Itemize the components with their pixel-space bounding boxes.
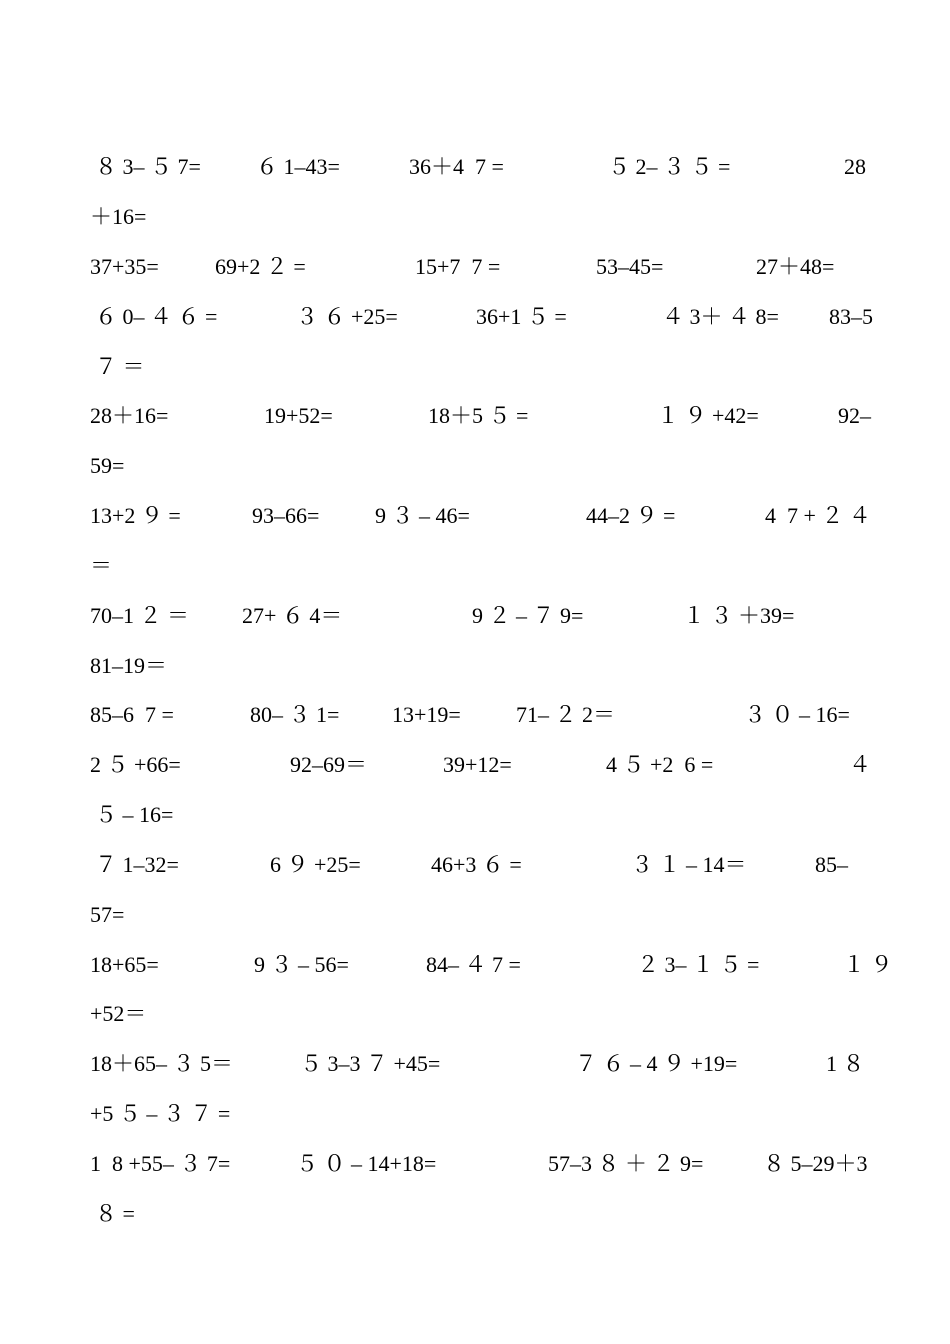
problem-line bbox=[0, 1097, 950, 1131]
problem-line bbox=[0, 350, 950, 384]
problem-11-1: 18＋65– ３ 5＝ bbox=[90, 1051, 234, 1076]
problem-8-2: 92–69＝ bbox=[290, 752, 368, 777]
problem-10-2: 9 ３ – 56= bbox=[254, 952, 349, 977]
problem-4-5-part-2: 59= bbox=[90, 453, 125, 478]
problem-7-1: 85–6 7 = bbox=[90, 702, 174, 727]
problem-2-1: 37+35= bbox=[90, 254, 159, 279]
problem-4-4: １ ９ +42= bbox=[657, 403, 759, 428]
problem-7-4: 71– ２ 2＝ bbox=[516, 702, 616, 727]
problem-7-3: 13+19= bbox=[392, 702, 461, 727]
problem-3-3: 36+1 ５ = bbox=[476, 304, 567, 329]
problem-line bbox=[0, 748, 950, 782]
problem-10-1: 18+65= bbox=[90, 952, 159, 977]
problem-9-5-part-1: 85– bbox=[815, 852, 848, 877]
problem-6-5: 81–19＝ bbox=[90, 653, 168, 678]
problem-2-5: 27＋48= bbox=[756, 254, 835, 279]
problem-8-1: 2 ５ +66= bbox=[90, 752, 181, 777]
problem-2-2: 69+2 ２ = bbox=[215, 254, 306, 279]
problem-9-1: ７ 1–32= bbox=[95, 852, 179, 877]
problem-10-3: 84– ４ 7 = bbox=[426, 952, 521, 977]
problem-12-3: 57–3 ８ ＋ ２ 9= bbox=[548, 1151, 704, 1176]
problem-line bbox=[0, 150, 950, 184]
problem-8-5-part-2: ５ – 16= bbox=[95, 802, 174, 827]
problem-11-4-part-2: +5 ５ – ３ ７ = bbox=[90, 1101, 231, 1126]
problem-line bbox=[0, 948, 950, 982]
problem-line bbox=[0, 200, 950, 234]
problem-5-3: 9 ３ – 46= bbox=[375, 503, 470, 528]
problem-line bbox=[0, 798, 950, 832]
problem-line bbox=[0, 300, 950, 334]
problem-3-2: ３ ６ +25= bbox=[296, 304, 398, 329]
problem-9-2: 6 ９ +25= bbox=[270, 852, 361, 877]
problem-12-1: 1 8 +55– ３ 7= bbox=[90, 1151, 231, 1176]
problem-5-2: 93–66= bbox=[252, 503, 320, 528]
problem-2-4: 53–45= bbox=[596, 254, 664, 279]
problem-line bbox=[0, 698, 950, 732]
problem-line bbox=[0, 399, 950, 433]
problem-1-2: ６ 1–43= bbox=[256, 154, 340, 179]
problem-line bbox=[0, 1197, 950, 1231]
problem-line bbox=[0, 898, 950, 932]
problem-8-5-part-1: ４ bbox=[849, 752, 872, 777]
problem-6-1: 70–1 ２ ＝ bbox=[90, 603, 190, 628]
problem-5-1: 13+2 ９ = bbox=[90, 503, 181, 528]
problem-1-5-part-1: 28 bbox=[844, 154, 866, 179]
problem-line bbox=[0, 599, 950, 633]
problem-1-3: 36＋4 7 = bbox=[409, 154, 504, 179]
problem-5-4: 44–2 ９ = bbox=[586, 503, 676, 528]
problem-line bbox=[0, 1147, 950, 1181]
problem-7-5: ３ ０ – 16= bbox=[744, 702, 850, 727]
problem-line bbox=[0, 449, 950, 483]
problem-1-5-part-2: ＋16= bbox=[90, 204, 147, 229]
problem-4-3: 18＋5 ５ = bbox=[428, 403, 529, 428]
problem-3-5-part-1: 83–5 bbox=[829, 304, 873, 329]
problem-4-5-part-1: 92– bbox=[838, 403, 871, 428]
problem-line bbox=[0, 848, 950, 882]
problem-10-5-part-2: +52＝ bbox=[90, 1001, 147, 1026]
problem-4-2: 19+52= bbox=[264, 403, 333, 428]
problem-2-3: 15+7 7 = bbox=[415, 254, 501, 279]
problem-1-4: ５ 2– ３ ５ = bbox=[608, 154, 731, 179]
problem-line bbox=[0, 997, 950, 1031]
problem-8-3: 39+12= bbox=[443, 752, 512, 777]
problem-9-3: 46+3 ６ = bbox=[431, 852, 522, 877]
problem-12-4-part-1: ８ 5–29＋3 bbox=[763, 1151, 868, 1176]
problem-4-1: 28＋16= bbox=[90, 403, 169, 428]
problem-3-1: ６ 0– ４ ６ = bbox=[95, 304, 218, 329]
problem-3-4: ４ 3＋ ４ 8= bbox=[662, 304, 779, 329]
problem-3-5-part-2: ７ ＝ bbox=[95, 354, 145, 379]
problem-line bbox=[0, 499, 950, 533]
problem-12-2: ５ ０ – 14+18= bbox=[296, 1151, 437, 1176]
problem-line bbox=[0, 1047, 950, 1081]
problem-6-2: 27+ ６ 4＝ bbox=[242, 603, 343, 628]
problem-10-5-part-1: １ ９ bbox=[843, 952, 893, 977]
problem-11-3: ７ ６ – 4 ９ +19= bbox=[575, 1051, 738, 1076]
problem-9-5-part-2: 57= bbox=[90, 902, 125, 927]
problem-11-2: ５ 3–3 ７ +45= bbox=[300, 1051, 441, 1076]
problem-5-5-part-2: ＝ bbox=[90, 553, 113, 578]
problem-12-4-part-2: ８ = bbox=[95, 1201, 135, 1226]
problem-line bbox=[0, 250, 950, 284]
problem-6-4: １ ３ ＋39= bbox=[683, 603, 795, 628]
problem-1-1: ８ 3– ５ 7= bbox=[95, 154, 201, 179]
problem-line bbox=[0, 549, 950, 583]
problem-7-2: 80– ３ 1= bbox=[250, 702, 340, 727]
problem-8-4: 4 ５ +2 6 = bbox=[606, 752, 714, 777]
problem-6-3: 9 ２ – ７ 9= bbox=[472, 603, 584, 628]
problem-5-5-part-1: 4 7 + ２ ４ bbox=[765, 503, 871, 528]
problem-9-4: ３ １ – 14＝ bbox=[631, 852, 747, 877]
problem-10-4: ２ 3– １ ５ = bbox=[637, 952, 760, 977]
problem-11-4-part-1: 1 ８ bbox=[826, 1051, 865, 1076]
problem-line bbox=[0, 649, 950, 683]
